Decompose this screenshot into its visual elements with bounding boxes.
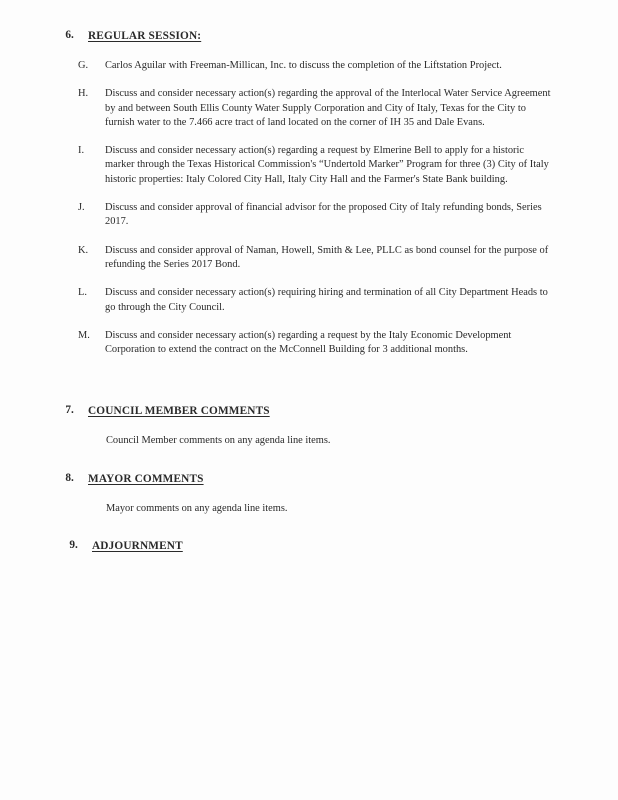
agenda-item-text: Carlos Aguilar with Freeman-Millican, Inc. to discuss the completion of the Liftstation Project.: [105, 60, 502, 71]
agenda-item-g: [0, 59, 618, 73]
agenda-item-letter: K.: [78, 244, 89, 256]
section-heading-adjournment: [0, 538, 618, 553]
section-title: COUNCIL MEMBER COMMENTS: [88, 405, 270, 418]
section-title: REGULAR SESSION:: [88, 30, 202, 42]
agenda-item-letter: M.: [78, 329, 90, 341]
section-number: 9.: [69, 539, 78, 552]
mayor-comments-body: Mayor comments on any agenda line items.: [106, 502, 288, 514]
agenda-item-text: Discuss and consider approval of financial advisor for the proposed City of Italy refunding bonds, Series 2017.: [105, 202, 542, 228]
section-title: ADJOURNMENT: [92, 540, 183, 553]
section-number: 6.: [65, 29, 74, 41]
section-title: MAYOR COMMENTS: [88, 472, 204, 485]
agenda-item-m: [0, 329, 618, 358]
agenda-item-text: Discuss and consider necessary action(s) regarding a request by the Italy Economic Development Corporation to extend the contract on the McConnell Building for 3 additional months.: [105, 329, 512, 356]
section-heading-regular-session: [0, 28, 618, 43]
agenda-item-text: Discuss and consider necessary action(s) regarding a request by Elmerine Bell to apply for a historic marker through the Texas Historical Commission's “Undertold Marker” Program for three (3) City of Italy historic properties: Italy Colored City Hall, Italy City Hall and the Farmer's State Bank building.: [105, 145, 549, 185]
agenda-item-i: [0, 144, 618, 187]
agenda-item-letter: L.: [78, 287, 87, 299]
section-number: 8.: [65, 471, 74, 484]
agenda-item-j: [0, 201, 618, 230]
agenda-item-k: [0, 244, 618, 273]
section-heading-mayor-comments: [0, 471, 618, 486]
agenda-item-text: Discuss and consider approval of Naman, Howell, Smith & Lee, PLLC as bond counsel for the purpose of refunding the Series 2017 Bond.: [105, 244, 549, 270]
agenda-item-letter: J.: [78, 202, 85, 214]
agenda-item-text: Discuss and consider necessary action(s) regarding the approval of the Interlocal Water Service Agreement by and between South Ellis County Water Supply Corporation and City of Italy, Texas for the City to furnish water to the 7.466 acre tract of land located on the corner of IH 35 and Dale Evans.: [105, 88, 551, 128]
agenda-item-l: [0, 286, 618, 315]
section-number: 7.: [65, 404, 74, 417]
council-member-comments-body: Council Member comments on any agenda line items.: [106, 435, 331, 447]
agenda-item-h: [0, 87, 618, 130]
agenda-item-letter: G.: [78, 60, 89, 71]
agenda-item-letter: H.: [78, 88, 89, 100]
regular-session-item-list: [0, 59, 618, 357]
section-heading-council-member-comments: [0, 403, 618, 418]
agenda-item-text: Discuss and consider necessary action(s) requiring hiring and termination of all City Department Heads to go through the City Council.: [105, 287, 548, 313]
agenda-item-letter: I.: [78, 145, 85, 157]
